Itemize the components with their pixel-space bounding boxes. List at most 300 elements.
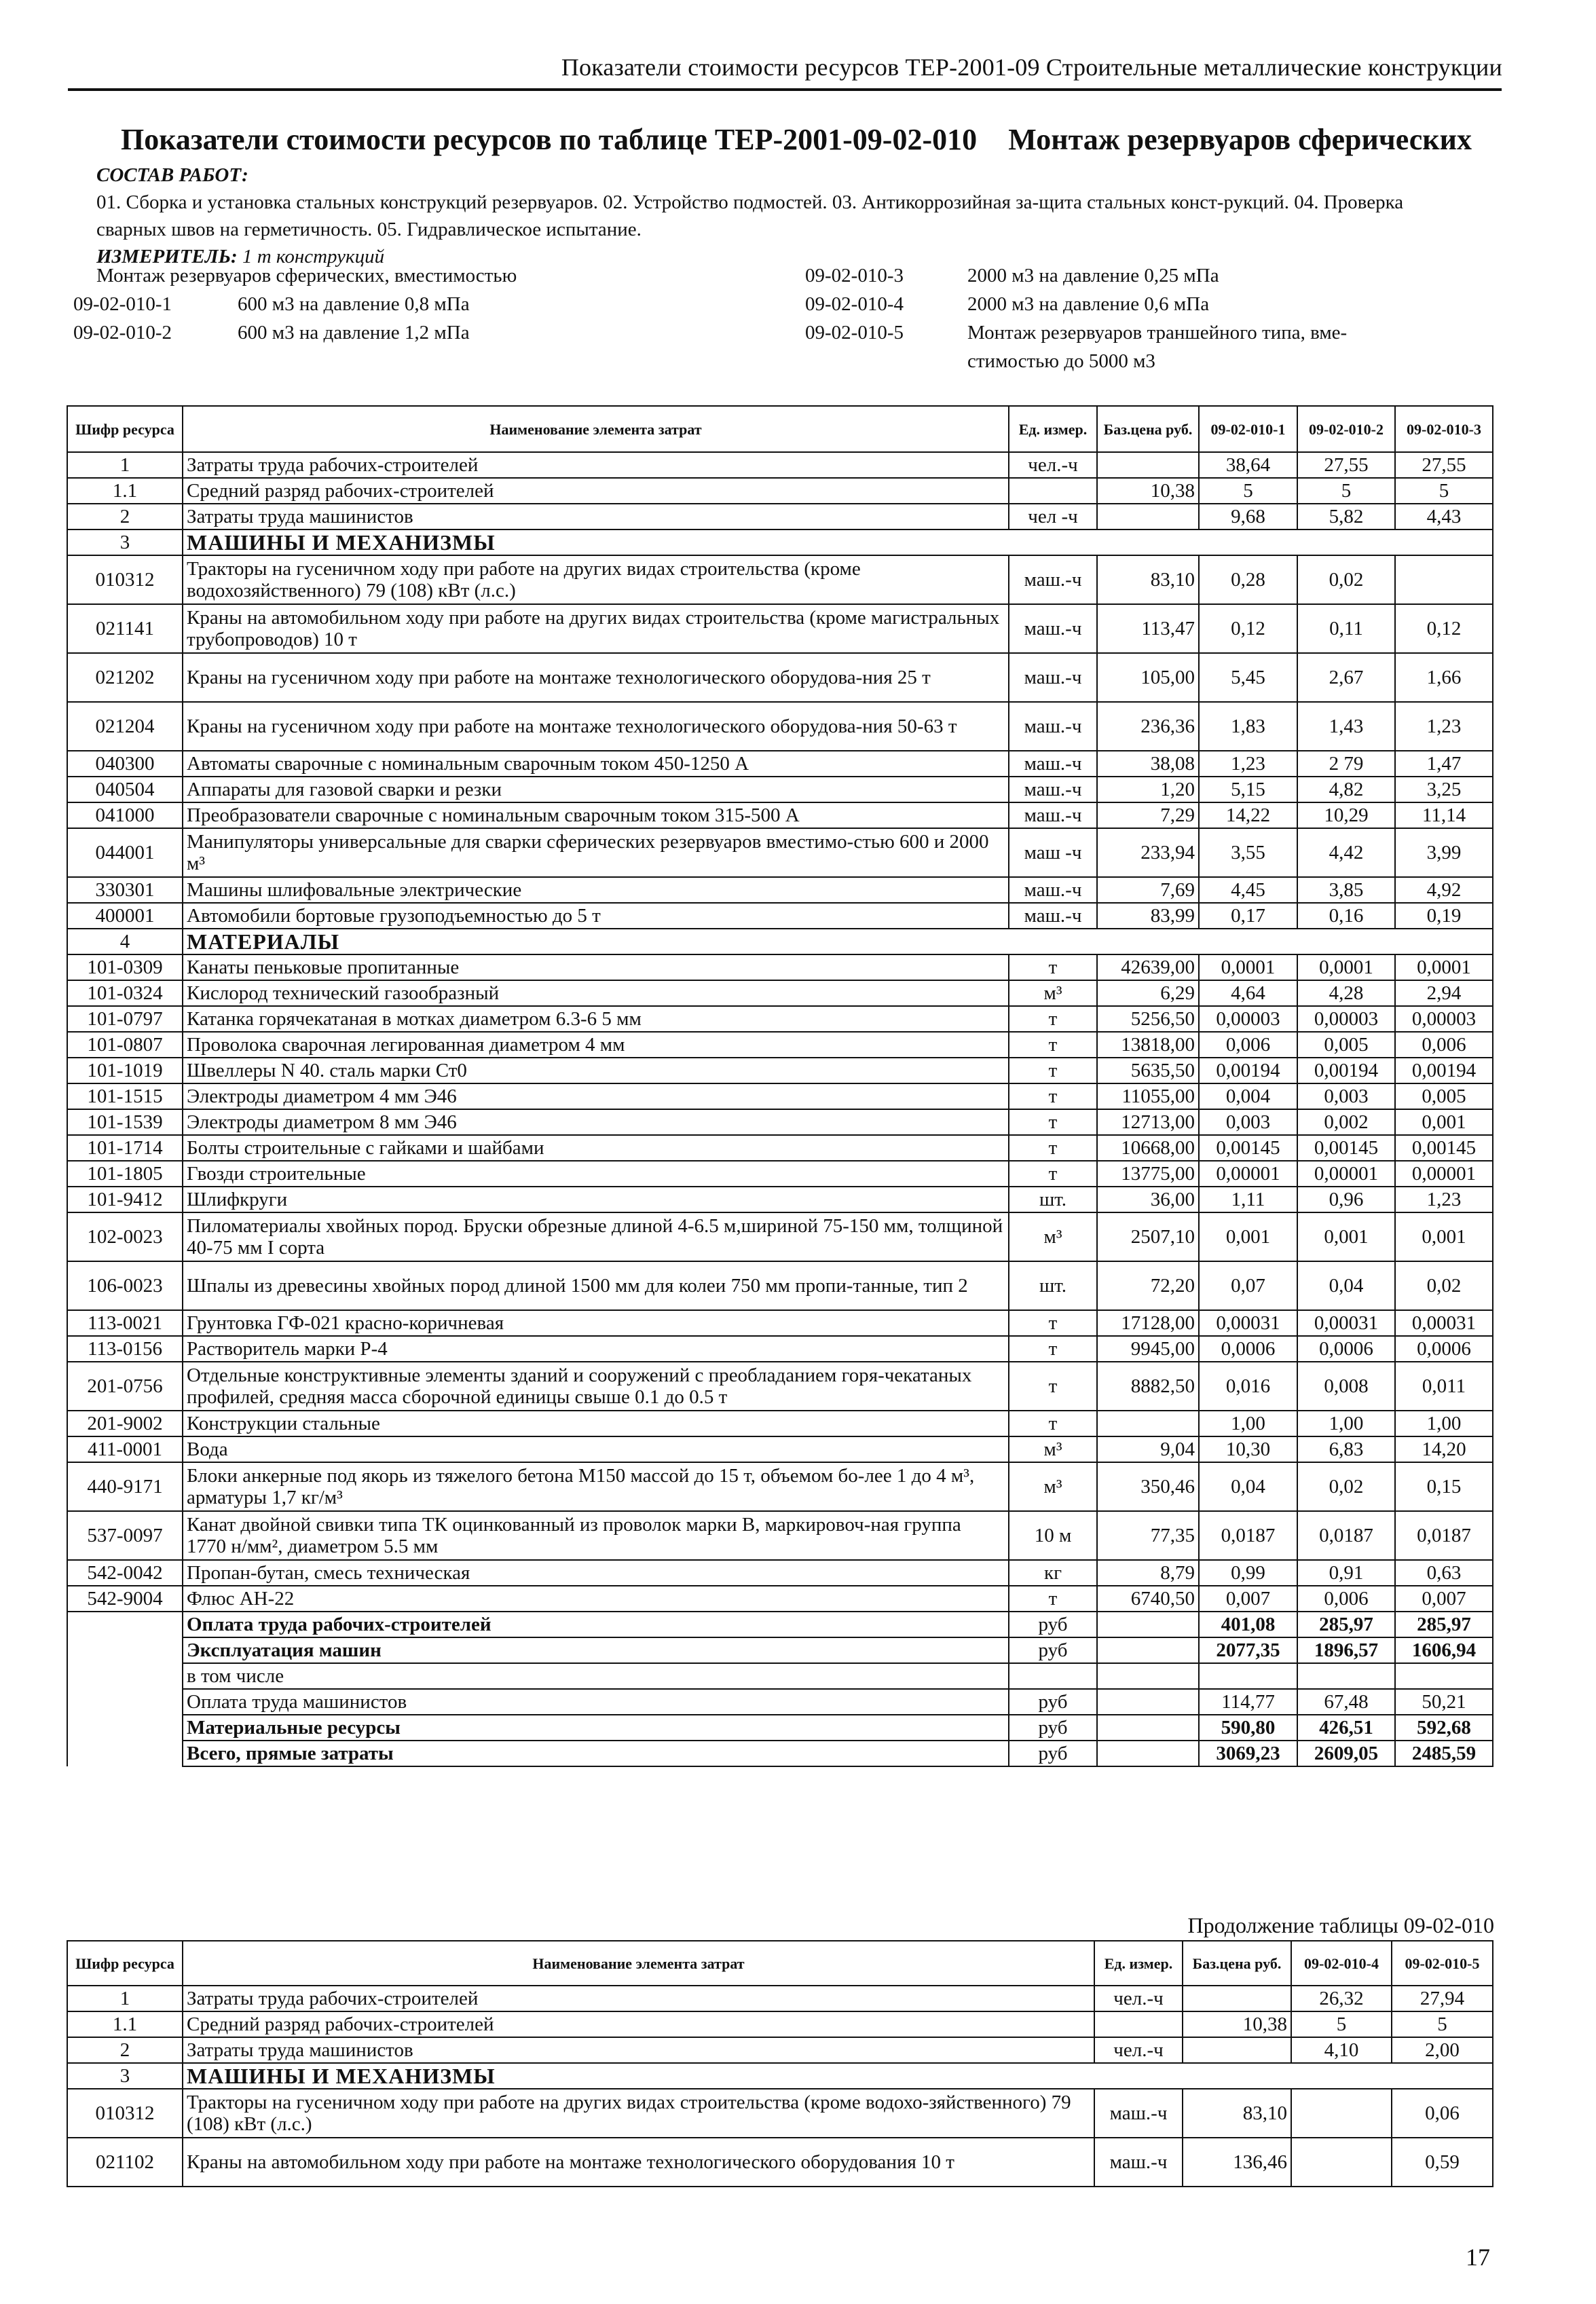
table-row	[67, 504, 1493, 529]
resource-name: Затраты труда рабочих-строителей	[183, 452, 1009, 478]
variant-text: 600 м3 на давление 0,8 мПа	[238, 293, 470, 315]
value-cell: 1,23	[1395, 702, 1493, 751]
resource-name: Автомобили бортовые грузоподъемностью до 5 т	[183, 903, 1009, 929]
value-cell	[1395, 555, 1493, 604]
base-price-cell	[1097, 1689, 1199, 1715]
measure-label: ИЗМЕРИТЕЛЬ:	[96, 246, 238, 267]
measure-value: 1 т конструкций	[242, 246, 385, 267]
resource-code: 330301	[67, 877, 183, 903]
value-cell: 0,00145	[1395, 1135, 1493, 1161]
resource-name: Затраты труда рабочих-строителей	[183, 1986, 1094, 2011]
value-cell: 2,00	[1392, 2037, 1493, 2063]
summary-blank	[67, 1741, 183, 1766]
table-row	[67, 452, 1493, 478]
resource-code: 101-0309	[67, 954, 183, 980]
col-header-name: Наименование элемента затрат	[183, 1941, 1094, 1986]
base-price-cell: 8882,50	[1097, 1362, 1199, 1411]
variant-code: 09-02-010-2	[73, 322, 172, 343]
value-cell: 592,68	[1395, 1715, 1493, 1741]
value-cell: 67,48	[1297, 1689, 1395, 1715]
summary-name: Оплата труда машинистов	[183, 1689, 1009, 1715]
value-cell: 0,006	[1199, 1032, 1297, 1058]
value-cell: 0,96	[1297, 1187, 1395, 1212]
col-header-unit: Ед. измер.	[1094, 1941, 1183, 1986]
resource-code: 101-0807	[67, 1032, 183, 1058]
unit-cell: м³	[1009, 1436, 1097, 1462]
value-cell: 1606,94	[1395, 1637, 1493, 1663]
value-cell: 0,0006	[1395, 1336, 1493, 1362]
value-cell: 2609,05	[1297, 1741, 1395, 1766]
value-cell	[1395, 1663, 1493, 1689]
table-row	[67, 1511, 1493, 1560]
value-cell: 1,11	[1199, 1187, 1297, 1212]
col-header-code: Шифр ресурса	[67, 1941, 183, 1986]
base-price-cell: 11055,00	[1097, 1083, 1199, 1109]
table-row	[67, 828, 1493, 877]
table-row	[67, 1058, 1493, 1083]
base-price-cell: 10,38	[1097, 478, 1199, 504]
table-row	[67, 1411, 1493, 1436]
value-cell: 590,80	[1199, 1715, 1297, 1741]
unit-cell: шт.	[1009, 1261, 1097, 1310]
unit-cell: т	[1009, 1411, 1097, 1436]
page-number: 17	[1466, 2244, 1490, 2271]
unit-cell: м³	[1009, 1212, 1097, 1261]
unit-cell: т	[1009, 1586, 1097, 1612]
base-price-cell	[1097, 1715, 1199, 1741]
unit-cell: руб	[1009, 1689, 1097, 1715]
value-cell: 0,0187	[1297, 1511, 1395, 1560]
table-row	[67, 777, 1493, 802]
value-cell	[1291, 2138, 1392, 2187]
value-cell: 0,00003	[1297, 1006, 1395, 1032]
value-cell: 3,55	[1199, 828, 1297, 877]
table-row	[67, 2089, 1493, 2138]
base-price-cell: 233,94	[1097, 828, 1199, 877]
variant-text: 2000 м3 на давление 0,6 мПа	[967, 293, 1210, 315]
base-price-cell: 13775,00	[1097, 1161, 1199, 1187]
resource-code: 010312	[67, 2089, 183, 2138]
base-price-cell: 13818,00	[1097, 1032, 1199, 1058]
value-cell: 5,45	[1199, 653, 1297, 702]
col-header-variant: 09-02-010-3	[1395, 406, 1493, 452]
value-cell: 0,28	[1199, 555, 1297, 604]
unit-cell: т	[1009, 1336, 1097, 1362]
value-cell: 50,21	[1395, 1689, 1493, 1715]
value-cell: 285,97	[1395, 1612, 1493, 1637]
composition-label: СОСТАВ РАБОТ:	[96, 164, 248, 186]
value-cell: 10,30	[1199, 1436, 1297, 1462]
section-heading: МАТЕРИАЛЫ	[183, 929, 1493, 954]
value-cell	[1199, 1663, 1297, 1689]
value-cell: 0,00194	[1297, 1058, 1395, 1083]
value-cell: 0,12	[1395, 604, 1493, 653]
value-cell: 0,02	[1297, 555, 1395, 604]
table-row	[67, 1135, 1493, 1161]
value-cell: 0,0001	[1199, 954, 1297, 980]
base-price-cell	[1097, 1663, 1199, 1689]
variant-text: 2000 м3 на давление 0,25 мПа	[967, 265, 1219, 286]
resource-code: 1.1	[67, 478, 183, 504]
resource-name: Грунтовка ГФ-021 красно-коричневая	[183, 1310, 1009, 1336]
value-cell: 0,001	[1297, 1212, 1395, 1261]
value-cell: 1,23	[1199, 751, 1297, 777]
base-price-cell: 7,69	[1097, 877, 1199, 903]
value-cell: 0,04	[1297, 1261, 1395, 1310]
value-cell: 0,00001	[1395, 1161, 1493, 1187]
value-cell: 1,47	[1395, 751, 1493, 777]
resource-name: Кислород технический газообразный	[183, 980, 1009, 1006]
value-cell: 0,00003	[1199, 1006, 1297, 1032]
resource-code: 102-0023	[67, 1212, 183, 1261]
summary-row	[67, 1715, 1493, 1741]
table-row	[67, 903, 1493, 929]
unit-cell: т	[1009, 1109, 1097, 1135]
base-price-cell	[1183, 1986, 1291, 2011]
value-cell: 5,15	[1199, 777, 1297, 802]
value-cell: 1,00	[1395, 1411, 1493, 1436]
value-cell: 14,22	[1199, 802, 1297, 828]
resource-name: Автоматы сварочные с номинальным сварочным током 450-1250 А	[183, 751, 1009, 777]
header-rule	[68, 88, 1502, 91]
summary-name: Материальные ресурсы	[183, 1715, 1009, 1741]
base-price-cell: 2507,10	[1097, 1212, 1199, 1261]
resource-code: 101-1515	[67, 1083, 183, 1109]
value-cell: 1,83	[1199, 702, 1297, 751]
value-cell: 0,19	[1395, 903, 1493, 929]
table-row	[67, 1212, 1493, 1261]
value-cell: 0,0187	[1199, 1511, 1297, 1560]
table-row	[67, 653, 1493, 702]
section-row	[67, 929, 1493, 954]
value-cell: 3069,23	[1199, 1741, 1297, 1766]
unit-cell: маш.-ч	[1009, 604, 1097, 653]
value-cell: 2077,35	[1199, 1637, 1297, 1663]
value-cell: 4,42	[1297, 828, 1395, 877]
value-cell: 0,0001	[1297, 954, 1395, 980]
value-cell: 27,94	[1392, 1986, 1493, 2011]
unit-cell	[1009, 1663, 1097, 1689]
resource-code: 021202	[67, 653, 183, 702]
base-price-cell: 1,20	[1097, 777, 1199, 802]
value-cell: 2485,59	[1395, 1741, 1493, 1766]
base-price-cell: 350,46	[1097, 1462, 1199, 1511]
table-body	[67, 1986, 1493, 2187]
value-cell: 26,32	[1291, 1986, 1392, 2011]
value-cell: 0,001	[1199, 1212, 1297, 1261]
value-cell: 1,66	[1395, 653, 1493, 702]
col-header-variant: 09-02-010-1	[1199, 406, 1297, 452]
value-cell: 0,00031	[1297, 1310, 1395, 1336]
unit-cell: т	[1009, 954, 1097, 980]
table-row	[67, 877, 1493, 903]
value-cell: 285,97	[1297, 1612, 1395, 1637]
resource-name: Машины шлифовальные электрические	[183, 877, 1009, 903]
value-cell: 0,003	[1297, 1083, 1395, 1109]
table-row	[67, 1436, 1493, 1462]
summary-row	[67, 1637, 1493, 1663]
variant-code: 09-02-010-4	[805, 293, 904, 315]
value-cell: 0,004	[1199, 1083, 1297, 1109]
table-row	[67, 1362, 1493, 1411]
value-cell: 4,10	[1291, 2037, 1392, 2063]
resource-code: 101-1539	[67, 1109, 183, 1135]
resource-code: 2	[67, 504, 183, 529]
table-row	[67, 2011, 1493, 2037]
value-cell: 1,00	[1199, 1411, 1297, 1436]
resource-code: 537-0097	[67, 1511, 183, 1560]
resource-name: Преобразователи сварочные с номинальным сварочным током 315-500 А	[183, 802, 1009, 828]
resource-name: Конструкции стальные	[183, 1411, 1009, 1436]
base-price-cell: 36,00	[1097, 1187, 1199, 1212]
col-header-unit: Ед. измер.	[1009, 406, 1097, 452]
resource-code: 040300	[67, 751, 183, 777]
unit-cell: т	[1009, 1058, 1097, 1083]
value-cell: 5	[1297, 478, 1395, 504]
value-cell: 5	[1199, 478, 1297, 504]
value-cell: 0,00194	[1395, 1058, 1493, 1083]
table-header-row	[67, 1941, 1493, 1986]
base-price-cell: 136,46	[1183, 2138, 1291, 2187]
summary-blank	[67, 1612, 183, 1637]
value-cell: 0,00031	[1199, 1310, 1297, 1336]
summary-name: Эксплуатация машин	[183, 1637, 1009, 1663]
variant-text: стимостью до 5000 м3	[967, 350, 1155, 372]
value-cell: 0,00031	[1395, 1310, 1493, 1336]
unit-cell: маш.-ч	[1009, 802, 1097, 828]
value-cell: 4,82	[1297, 777, 1395, 802]
table-row	[67, 1336, 1493, 1362]
value-cell: 1,00	[1297, 1411, 1395, 1436]
resource-code: 3	[67, 2063, 183, 2089]
variant-text: Монтаж резервуаров траншейного типа, вме-	[967, 322, 1348, 343]
unit-cell: т	[1009, 1362, 1097, 1411]
resource-name: Краны на гусеничном ходу при работе на монтаже технологического оборудова-ния 25 т	[183, 653, 1009, 702]
resource-code: 044001	[67, 828, 183, 877]
value-cell: 11,14	[1395, 802, 1493, 828]
value-cell: 0,00194	[1199, 1058, 1297, 1083]
value-cell: 0,0006	[1297, 1336, 1395, 1362]
value-cell: 0,008	[1297, 1362, 1395, 1411]
unit-cell	[1094, 2011, 1183, 2037]
value-cell: 0,91	[1297, 1560, 1395, 1586]
unit-cell: руб	[1009, 1637, 1097, 1663]
unit-cell: маш -ч	[1009, 828, 1097, 877]
value-cell: 1896,57	[1297, 1637, 1395, 1663]
resource-name: Затраты труда машинистов	[183, 504, 1009, 529]
unit-cell: м³	[1009, 1462, 1097, 1511]
table-row	[67, 2037, 1493, 2063]
resource-name: Болты строительные с гайками и шайбами	[183, 1135, 1009, 1161]
unit-cell: маш.-ч	[1009, 777, 1097, 802]
base-price-cell: 8,79	[1097, 1560, 1199, 1586]
resource-code: 040504	[67, 777, 183, 802]
value-cell: 1,23	[1395, 1187, 1493, 1212]
value-cell: 38,64	[1199, 452, 1297, 478]
unit-cell: маш.-ч	[1009, 903, 1097, 929]
unit-cell: т	[1009, 1310, 1097, 1336]
value-cell: 0,02	[1395, 1261, 1493, 1310]
resource-code: 400001	[67, 903, 183, 929]
col-header-variant: 09-02-010-4	[1291, 1941, 1392, 1986]
resource-name: Электроды диаметром 4 мм Э46	[183, 1083, 1009, 1109]
table-row	[67, 604, 1493, 653]
resource-table-main	[67, 405, 1493, 1767]
table-header-row	[67, 406, 1493, 452]
resource-code: 1	[67, 1986, 183, 2011]
resource-name: Затраты труда машинистов	[183, 2037, 1094, 2063]
table-row	[67, 1586, 1493, 1612]
value-cell: 0,005	[1395, 1083, 1493, 1109]
base-price-cell	[1097, 1612, 1199, 1637]
col-header-name: Наименование элемента затрат	[183, 406, 1009, 452]
base-price-cell: 77,35	[1097, 1511, 1199, 1560]
table-row	[67, 1187, 1493, 1212]
value-cell: 27,55	[1395, 452, 1493, 478]
base-price-cell	[1183, 2037, 1291, 2063]
resource-name: Катанка горячекатаная в мотках диаметром 6.3-6 5 мм	[183, 1006, 1009, 1032]
value-cell: 0,99	[1199, 1560, 1297, 1586]
resource-name: Средний разряд рабочих-строителей	[183, 2011, 1094, 2037]
table-row	[67, 2138, 1493, 2187]
resource-name: Вода	[183, 1436, 1009, 1462]
value-cell: 0,00001	[1297, 1161, 1395, 1187]
resource-code: 440-9171	[67, 1462, 183, 1511]
summary-row	[67, 1741, 1493, 1766]
variant-code: 09-02-010-1	[73, 293, 172, 315]
work-composition	[96, 162, 1441, 270]
unit-cell: маш.-ч	[1009, 751, 1097, 777]
value-cell: 0,00003	[1395, 1006, 1493, 1032]
base-price-cell: 10668,00	[1097, 1135, 1199, 1161]
col-header-price: Баз.цена руб.	[1097, 406, 1199, 452]
resource-code: 1.1	[67, 2011, 183, 2037]
table-row	[67, 1083, 1493, 1109]
section-heading: МАШИНЫ И МЕХАНИЗМЫ	[183, 529, 1493, 555]
resource-name: Пиломатериалы хвойных пород. Бруски обрезные длиной 4-6.5 м,шириной 75-150 мм, толщиной 40-75 мм I сорта	[183, 1212, 1009, 1261]
value-cell: 0,016	[1199, 1362, 1297, 1411]
value-cell: 5	[1395, 478, 1493, 504]
col-header-code: Шифр ресурса	[67, 406, 183, 452]
value-cell: 0,59	[1392, 2138, 1493, 2187]
resource-code: 411-0001	[67, 1436, 183, 1462]
value-cell: 0,007	[1199, 1586, 1297, 1612]
value-cell: 1,43	[1297, 702, 1395, 751]
table-row	[67, 702, 1493, 751]
value-cell: 401,08	[1199, 1612, 1297, 1637]
value-cell: 4,92	[1395, 877, 1493, 903]
unit-cell: маш.-ч	[1094, 2089, 1183, 2138]
resource-code: 101-0324	[67, 980, 183, 1006]
table-row	[67, 1560, 1493, 1586]
unit-cell: т	[1009, 1161, 1097, 1187]
base-price-cell	[1097, 504, 1199, 529]
table-row	[67, 1032, 1493, 1058]
section-row	[67, 2063, 1493, 2089]
table-row	[67, 751, 1493, 777]
table-row	[67, 555, 1493, 604]
unit-cell: руб	[1009, 1715, 1097, 1741]
value-cell: 5,82	[1297, 504, 1395, 529]
table-body	[67, 452, 1493, 1766]
resource-name: Тракторы на гусеничном ходу при работе на других видах строительства (кроме водохо-зяйственного) 79 (108) кВт (л.с.)	[183, 2089, 1094, 2138]
summary-blank	[67, 1637, 183, 1663]
base-price-cell: 42639,00	[1097, 954, 1199, 980]
value-cell: 0,011	[1395, 1362, 1493, 1411]
unit-cell: чел.-ч	[1094, 1986, 1183, 2011]
base-price-cell	[1097, 1411, 1199, 1436]
base-price-cell: 10,38	[1183, 2011, 1291, 2037]
resource-code: 106-0023	[67, 1261, 183, 1310]
base-price-cell: 83,10	[1097, 555, 1199, 604]
value-cell: 0,02	[1297, 1462, 1395, 1511]
col-header-variant: 09-02-010-2	[1297, 406, 1395, 452]
resource-code: 041000	[67, 802, 183, 828]
unit-cell: чел -ч	[1009, 504, 1097, 529]
resource-name: Швеллеры N 40. сталь марки Ст0	[183, 1058, 1009, 1083]
value-cell: 2,94	[1395, 980, 1493, 1006]
unit-cell: 10 м	[1009, 1511, 1097, 1560]
value-cell: 0,00001	[1199, 1161, 1297, 1187]
value-cell: 0,06	[1392, 2089, 1493, 2138]
resource-table-continued	[67, 1940, 1493, 2187]
resource-code: 201-9002	[67, 1411, 183, 1436]
col-header-price: Баз.цена руб.	[1183, 1941, 1291, 1986]
resource-code: 021141	[67, 604, 183, 653]
value-cell: 5	[1291, 2011, 1392, 2037]
value-cell: 4,45	[1199, 877, 1297, 903]
value-cell: 4,28	[1297, 980, 1395, 1006]
running-header: Показатели стоимости ресурсов ТЕР-2001-09 Строительные металлические конструкции	[561, 54, 1502, 81]
base-price-cell	[1097, 452, 1199, 478]
unit-cell: шт.	[1009, 1187, 1097, 1212]
value-cell: 0,63	[1395, 1560, 1493, 1586]
resource-name: Аппараты для газовой сварки и резки	[183, 777, 1009, 802]
unit-cell: кг	[1009, 1560, 1097, 1586]
value-cell: 4,64	[1199, 980, 1297, 1006]
value-cell: 0,07	[1199, 1261, 1297, 1310]
summary-row	[67, 1612, 1493, 1637]
variant-code: 09-02-010-5	[805, 322, 904, 343]
value-cell: 0,005	[1297, 1032, 1395, 1058]
table-row	[67, 954, 1493, 980]
base-price-cell: 5635,50	[1097, 1058, 1199, 1083]
resource-name: Шпалы из древесины хвойных пород длиной 1500 мм для колеи 750 мм пропи-танные, тип 2	[183, 1261, 1009, 1310]
value-cell: 9,68	[1199, 504, 1297, 529]
base-price-cell: 6,29	[1097, 980, 1199, 1006]
summary-blank	[67, 1663, 183, 1689]
summary-row	[67, 1663, 1493, 1689]
unit-cell: маш.-ч	[1009, 555, 1097, 604]
base-price-cell: 83,10	[1183, 2089, 1291, 2138]
base-price-cell: 5256,50	[1097, 1006, 1199, 1032]
unit-cell: маш.-ч	[1009, 877, 1097, 903]
value-cell: 10,29	[1297, 802, 1395, 828]
resource-code: 101-1714	[67, 1135, 183, 1161]
resource-name: Блоки анкерные под якорь из тяжелого бетона М150 массой до 15 т, объемом бо-лее 1 до 4 м³, арматуры 1,7 кг/м³	[183, 1462, 1009, 1511]
value-cell: 0,007	[1395, 1586, 1493, 1612]
unit-cell: чел.-ч	[1009, 452, 1097, 478]
resource-name: Электроды диаметром 8 мм Э46	[183, 1109, 1009, 1135]
unit-cell: чел.-ч	[1094, 2037, 1183, 2063]
base-price-cell: 7,29	[1097, 802, 1199, 828]
col-header-variant: 09-02-010-5	[1392, 1941, 1493, 1986]
section-title: Монтаж резервуаров сферических	[1008, 123, 1472, 156]
summary-blank	[67, 1715, 183, 1741]
base-price-cell: 113,47	[1097, 604, 1199, 653]
value-cell: 3,25	[1395, 777, 1493, 802]
base-price-cell	[1097, 1637, 1199, 1663]
